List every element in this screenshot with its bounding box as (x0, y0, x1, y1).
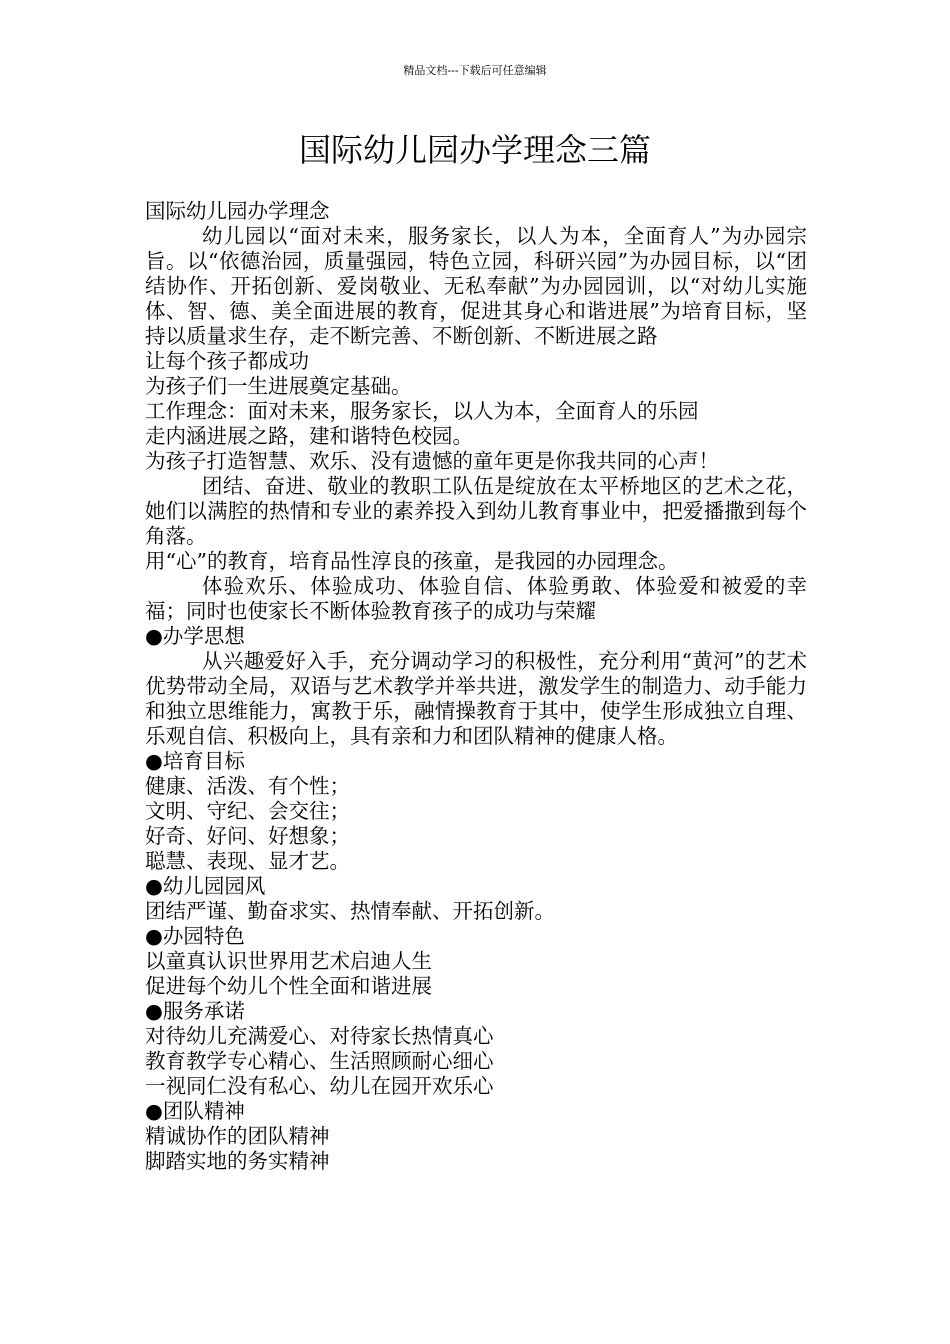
section-heading: 国际幼儿园办学理念 (145, 199, 330, 223)
body-paragraph: 团结、奋进、敬业的教职工队伍是绽放在太平桥地区的艺术之花，她们以满腔的热情和专业的素养投入到幼儿教育事业中，把爱播撒到每个角落。 (145, 474, 807, 548)
bullet-heading: ●服务承诺 (145, 999, 245, 1023)
body-line: 以童真认识世界用艺术启迪人生 (145, 949, 432, 973)
body-line: 用“心”的教育，培育品性淳良的孩童，是我园的办园理念。 (145, 549, 679, 573)
body-line: 对待幼儿充满爱心、对待家长热情真心 (145, 1024, 494, 1048)
body-line: 一视同仁没有私心、幼儿在园开欢乐心 (145, 1074, 494, 1098)
body-line: 走内涵进展之路，建和谐特色校园。 (145, 424, 473, 448)
body-line: 教育教学专心精心、生活照顾耐心细心 (145, 1049, 494, 1073)
bullet-heading: ●培育目标 (145, 749, 245, 773)
body-line: 工作理念：面对未来，服务家长，以人为本，全面育人的乐园 (145, 399, 699, 423)
body-paragraph: 幼儿园以“面对未来，服务家长，以人为本，全面育人”为办园宗旨。以“依德治园，质量强园，特色立园，科研兴园”为办园目标，以“团结协作、开拓创新、爱岗敬业、无私奉献”为办园园训，以“对幼儿实施体、智、德、美全面进展的教育，促进其身心和谐进展”为培育目标，坚持以质量求生存，走不断完善、不断创新、不断进展之路 (145, 224, 807, 348)
bullet-heading: ●幼儿园园风 (145, 874, 266, 898)
body-line: 聪慧、表现、显才艺。 (145, 849, 350, 873)
body-line: 健康、活泼、有个性； (145, 774, 350, 798)
body-line: 文明、守纪、会交往； (145, 799, 350, 823)
body-line: 精诚协作的团队精神 (145, 1124, 330, 1148)
document-title: 国际幼儿园办学理念三篇 (298, 131, 651, 169)
body-line: 促进每个幼儿个性全面和谐进展 (145, 974, 432, 998)
body-line: 让每个孩子都成功 (145, 349, 309, 373)
page-header-watermark: 精品文档---下载后可任意编辑 (403, 64, 547, 77)
bullet-heading: ●办园特色 (145, 924, 245, 948)
body-line: 好奇、好问、好想象； (145, 824, 350, 848)
body-paragraph: 体验欢乐、体验成功、体验自信、体验勇敢、体验爱和被爱的幸福；同时也使家长不断体验教育孩子的成功与荣耀 (145, 574, 807, 623)
body-line: 团结严谨、勤奋求实、热情奉献、开拓创新。 (145, 899, 555, 923)
body-paragraph: 从兴趣爱好入手，充分调动学习的积极性，充分利用“黄河”的艺术优势带动全局，双语与艺术教学并举共进，激发学生的制造力、动手能力和独立思维能力，寓教于乐，融情操教育于其中，使学生形成独立自理、乐观自信、积极向上，具有亲和力和团队精神的健康人格。 (145, 649, 807, 748)
body-line: 脚踏实地的务实精神 (145, 1149, 330, 1173)
bullet-heading: ●办学思想 (145, 624, 245, 648)
body-line: 为孩子们一生进展奠定基础。 (145, 374, 412, 398)
document-body (145, 199, 807, 1174)
body-line: 为孩子打造智慧、欢乐、没有遗憾的童年更是你我共同的心声！ (145, 449, 719, 473)
bullet-heading: ●团队精神 (145, 1099, 245, 1123)
